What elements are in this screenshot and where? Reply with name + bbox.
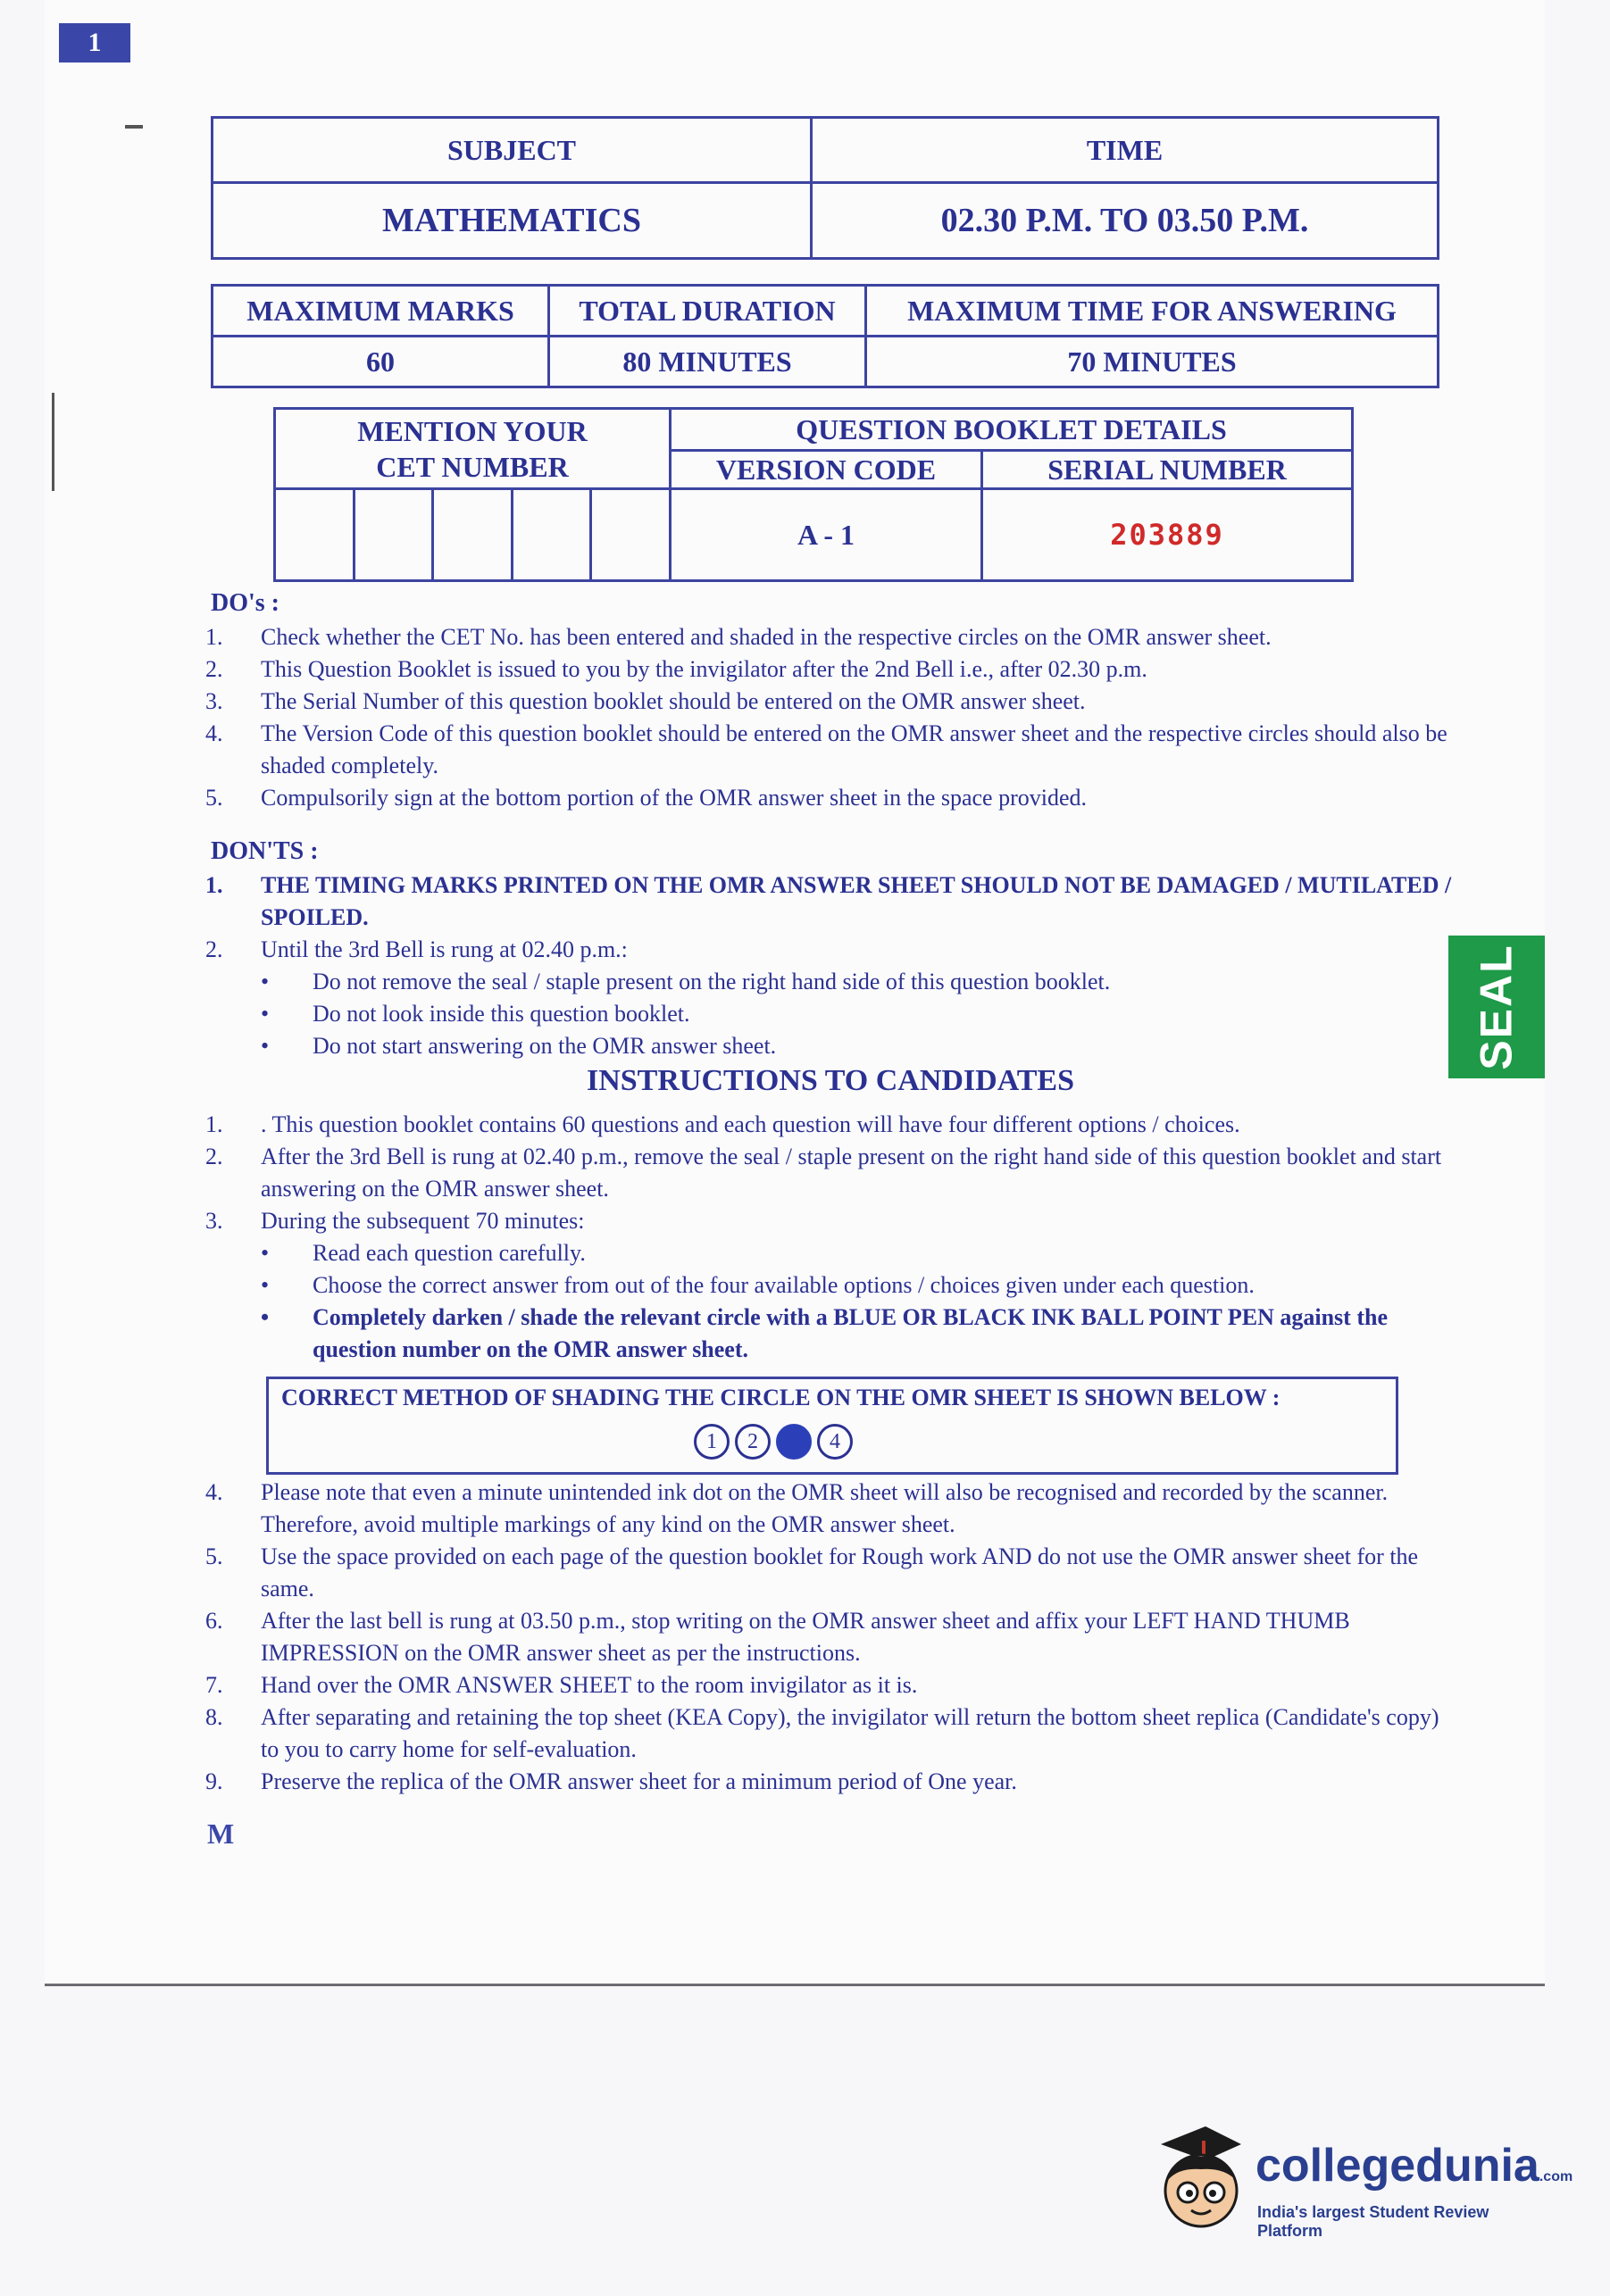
bullet-item: • Do not remove the seal / staple present on the right hand side of this question booklet. <box>261 969 1111 994</box>
seal-tab <box>1448 936 1545 1078</box>
cet-digit-box[interactable] <box>276 490 355 579</box>
list-item: 6. After the last bell is rung at 03.50 p.m., stop writing on the OMR answer sheet and affix your LEFT HAND THUMB IMPRESSION on the OMR answer sheet as per the instructions. <box>205 1608 1350 1666</box>
booklet-details-table <box>273 407 1354 582</box>
cet-label-line-2: CET NUMBER <box>376 450 569 483</box>
seal-label: SEAL <box>1472 944 1522 1070</box>
serial-number-value: 203889 <box>982 489 1353 581</box>
duration-header: TOTAL DURATION <box>549 286 866 337</box>
subject-value: MATHEMATICS <box>213 183 812 259</box>
time-value: 02.30 P.M. TO 03.50 P.M. <box>812 183 1439 259</box>
cet-digit-box[interactable] <box>434 490 513 579</box>
cet-number-label <box>275 409 671 489</box>
bullet-item: • Do not look inside this question booklet. <box>261 1001 690 1027</box>
subject-time-table <box>211 116 1439 260</box>
bullet-item: • Read each question carefully. <box>261 1240 586 1266</box>
list-item: 8. After separating and retaining the top sheet (KEA Copy), the invigilator will return the bottom sheet replica (Candidate's copy) to you to carry home for self-evaluation. <box>205 1704 1439 1762</box>
booklet-series-letter: M <box>207 1818 235 1850</box>
list-item: 2. This Question Booklet is issued to you by the invigilator after the 2nd Bell i.e., after 02.30 p.m. <box>205 656 1147 682</box>
answer-time-value: 70 MINUTES <box>866 337 1439 387</box>
list-item: 4. The Version Code of this question booklet should be entered on the OMR answer sheet and the respective circles should also be shaded completely. <box>205 720 1447 778</box>
dos-list <box>205 621 1456 814</box>
time-header: TIME <box>812 118 1439 183</box>
omr-bubble: 2 <box>735 1424 771 1460</box>
max-marks-value: 60 <box>213 337 549 387</box>
list-item: 1. . This question booklet contains 60 questions and each question will have four different options / choices. <box>205 1111 1240 1137</box>
instructions-title: INSTRUCTIONS TO CANDIDATES <box>586 1064 1075 1097</box>
dos-title: DO's : <box>211 589 279 617</box>
answer-time-header: MAXIMUM TIME FOR ANSWERING <box>866 286 1439 337</box>
list-item: 3. The Serial Number of this question booklet should be entered on the OMR answer sheet. <box>205 688 1086 714</box>
list-item: 3. During the subsequent 70 minutes: <box>205 1208 585 1234</box>
max-marks-header: MAXIMUM MARKS <box>213 286 549 337</box>
logo-wordmark: collegedunia.com <box>1255 2140 1573 2192</box>
instructions-list <box>205 1109 1456 1366</box>
list-item: 2. After the 3rd Bell is rung at 02.40 p.m., remove the seal / staple present on the right hand side of this question booklet and start answering on the OMR answer sheet. <box>205 1144 1442 1202</box>
omr-shading-example <box>266 1377 1398 1475</box>
bullet-item: • Do not start answering on the OMR answer sheet. <box>261 1033 777 1059</box>
list-item: 9. Preserve the replica of the OMR answer sheet for a minimum period of One year. <box>205 1768 1017 1794</box>
subject-header: SUBJECT <box>213 118 812 183</box>
cet-number-input[interactable] <box>275 489 671 581</box>
duration-value: 80 MINUTES <box>549 337 866 387</box>
list-item: 5. Use the space provided on each page of the question booklet for Rough work AND do not use the OMR answer sheet for the same. <box>205 1543 1419 1601</box>
collegedunia-logo <box>1152 2117 1573 2242</box>
list-item: 2. Until the 3rd Bell is rung at 02.40 p.m.: <box>205 936 628 962</box>
cet-digit-box[interactable] <box>592 490 669 579</box>
cet-label-line-1: MENTION YOUR <box>357 414 588 447</box>
list-item: 1. Check whether the CET No. has been entered and shaded in the respective circles on the OMR answer sheet. <box>205 624 1272 650</box>
marks-duration-table <box>211 284 1439 388</box>
mascot-icon <box>1152 2117 1250 2242</box>
cet-digit-box[interactable] <box>355 490 435 579</box>
corner-mark <box>125 125 143 129</box>
serial-number-header: SERIAL NUMBER <box>982 451 1353 489</box>
bullet-item: • Completely darken / shade the relevant circle with a BLUE OR BLACK INK BALL POINT PEN against the question number on the OMR answer sheet. <box>261 1304 1388 1362</box>
cet-digit-box[interactable] <box>513 490 593 579</box>
instructions-list-continued <box>205 1477 1456 1798</box>
omr-example-title: CORRECT METHOD OF SHADING THE CIRCLE ON THE OMR SHEET IS SHOWN BELOW : <box>281 1385 1280 1410</box>
logo-tagline: India's largest Student Review Platform <box>1257 2203 1489 2240</box>
bullet-item: • Choose the correct answer from out of the four available options / choices given under each question. <box>261 1272 1255 1298</box>
omr-bubble-filled <box>776 1424 812 1460</box>
logo-suffix: .com <box>1539 2169 1573 2184</box>
booklet-details-header: QUESTION BOOKLET DETAILS <box>671 409 1353 451</box>
donts-list <box>205 869 1456 1062</box>
list-item: 7. Hand over the OMR ANSWER SHEET to the room invigilator as it is. <box>205 1672 918 1698</box>
donts-title: DON'TS : <box>211 837 319 865</box>
list-item: 5. Compulsorily sign at the bottom portion of the OMR answer sheet in the space provided. <box>205 785 1088 811</box>
omr-bubbles <box>694 1424 853 1460</box>
list-item: 1. THE TIMING MARKS PRINTED ON THE OMR ANSWER SHEET SHOULD NOT BE DAMAGED / MUTILATED / SPOILED. <box>205 872 1452 930</box>
list-item: 4. Please note that even a minute unintended ink dot on the OMR sheet will also be recognised and recorded by the scanner. Therefore, avoid multiple markings of any kind on the OMR answer sheet. <box>205 1479 1389 1537</box>
page-badge: 1 <box>59 23 130 62</box>
omr-bubble: 4 <box>817 1424 853 1460</box>
omr-bubble: 1 <box>694 1424 730 1460</box>
version-code-header: VERSION CODE <box>671 451 982 489</box>
page-edge-line <box>52 393 54 491</box>
version-code-value: A - 1 <box>671 489 982 581</box>
